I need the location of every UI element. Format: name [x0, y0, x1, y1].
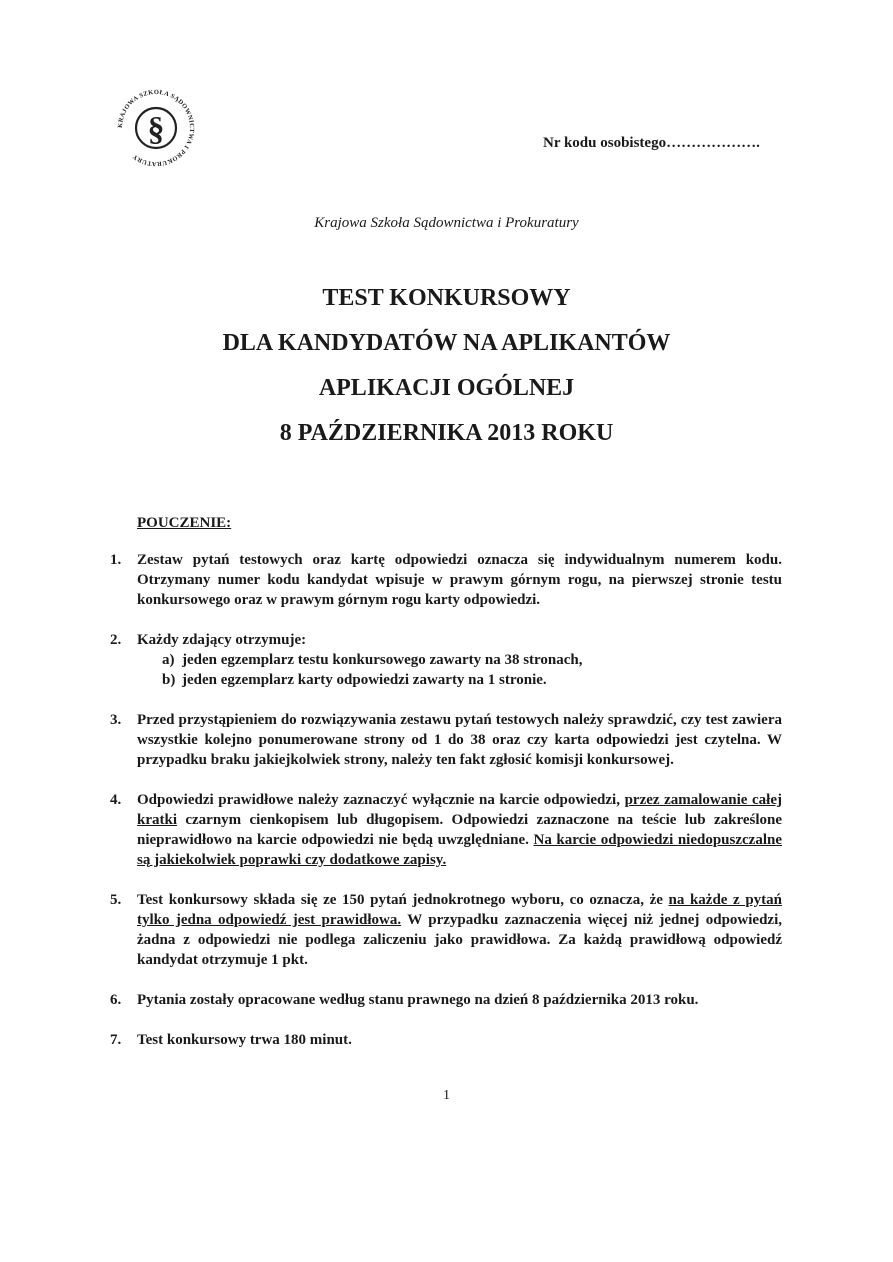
page-number: 1 — [443, 1088, 450, 1103]
instruction-item — [110, 550, 782, 610]
item-number: 3. — [110, 712, 122, 728]
item-text: Test konkursowy trwa 180 minut. — [137, 1032, 352, 1048]
instruction-item — [110, 630, 782, 690]
sub-item-text: jeden egzemplarz testu konkursowego zawarty na 38 stronach, — [182, 652, 583, 668]
item-number: 7. — [110, 1032, 122, 1048]
instruction-item — [110, 1030, 782, 1050]
item-text: Odpowiedzi prawidłowe należy zaznaczyć wyłącznie na karcie odpowiedzi, — [137, 792, 620, 808]
item-text: czarnym cienkopisem lub długopisem. Odpowiedzi zaznaczone na teście lub zakreślone nieprawidłowo na karcie odpowiedzi nie będą uwzględniane. — [137, 812, 782, 848]
section-sign-icon: § — [147, 111, 165, 148]
sub-item-letter: a) — [162, 652, 175, 668]
seal-ring-text: KRAJOWA SZKOŁA SĄDOWNICTWA I PROKURATURY — [116, 88, 196, 168]
instruction-item — [110, 890, 782, 970]
sub-item — [162, 650, 782, 670]
item-text: Test konkursowy składa się ze 150 pytań jednokrotnego wyboru, co oznacza, że — [137, 892, 663, 908]
item-number: 2. — [110, 632, 122, 648]
sub-list — [162, 650, 782, 690]
sub-item — [162, 670, 782, 690]
item-text: Pytania zostały opracowane według stanu prawnego na dzień 8 października 2013 roku. — [137, 992, 699, 1008]
school-name: Krajowa Szkoła Sądownictwa i Prokuratury — [314, 215, 579, 231]
item-text-underlined: przez zamalowanie całej kratki — [137, 792, 782, 828]
item-number: 1. — [110, 552, 122, 568]
personal-code-label: Nr kodu osobistego………………. — [543, 135, 760, 151]
instruction-item — [110, 710, 782, 770]
instruction-item — [110, 790, 782, 870]
title-line: DLA KANDYDATÓW NA APLIKANTÓW — [222, 330, 671, 356]
item-number: 5. — [110, 892, 122, 908]
item-text-underlined: Na karcie odpowiedzi niedopuszczalne są jakiekolwiek poprawki czy dodatkowe zapisy. — [137, 832, 783, 868]
item-text: W przypadku zaznaczenia więcej niż jednej odpowiedzi, żadna z odpowiedzi nie podlega zaliczeniu jako prawidłowa. Za każdą prawidłową odpowiedź kandydat otrzymuje 1 pkt. — [137, 912, 782, 968]
item-text: Przed przystąpieniem do rozwiązywania zestawu pytań testowych należy sprawdzić, czy test zawiera wszystkie kolejno ponumerowane strony od 1 do 38 oraz czy karta odpowiedzi jest czytelna. W przypadku braku jakiejkolwiek strony, należy ten fakt zgłosić komisji konkursowej. — [137, 712, 782, 768]
document-title — [0, 276, 893, 456]
instructions-heading: POUCZENIE: — [137, 515, 232, 531]
item-number: 4. — [110, 792, 122, 808]
instructions-list — [110, 550, 782, 1070]
title-line: APLIKACJI OGÓLNEJ — [318, 375, 575, 401]
sub-item-letter: b) — [162, 672, 176, 688]
item-number: 6. — [110, 992, 122, 1008]
title-line: 8 PAŹDZIERNIKA 2013 ROKU — [279, 420, 614, 446]
title-line: TEST KONKURSOWY — [322, 285, 571, 311]
item-text: Zestaw pytań testowych oraz kartę odpowiedzi oznacza się indywidualnym numerem kodu. Otrzymany numer kodu kandydat wpisuje w prawym górnym rogu, na pierwszej stronie testu konkursowego oraz w prawym górnym rogu karty odpowiedzi. — [137, 552, 782, 608]
item-text: Każdy zdający otrzymuje: — [137, 632, 307, 648]
item-text-underlined: na każde z pytań tylko jedna odpowiedź jest prawidłowa. — [137, 892, 783, 928]
instruction-item — [110, 990, 782, 1010]
sub-item-text: jeden egzemplarz karty odpowiedzi zawarty na 1 stronie. — [182, 672, 547, 688]
school-seal-logo — [110, 82, 202, 174]
